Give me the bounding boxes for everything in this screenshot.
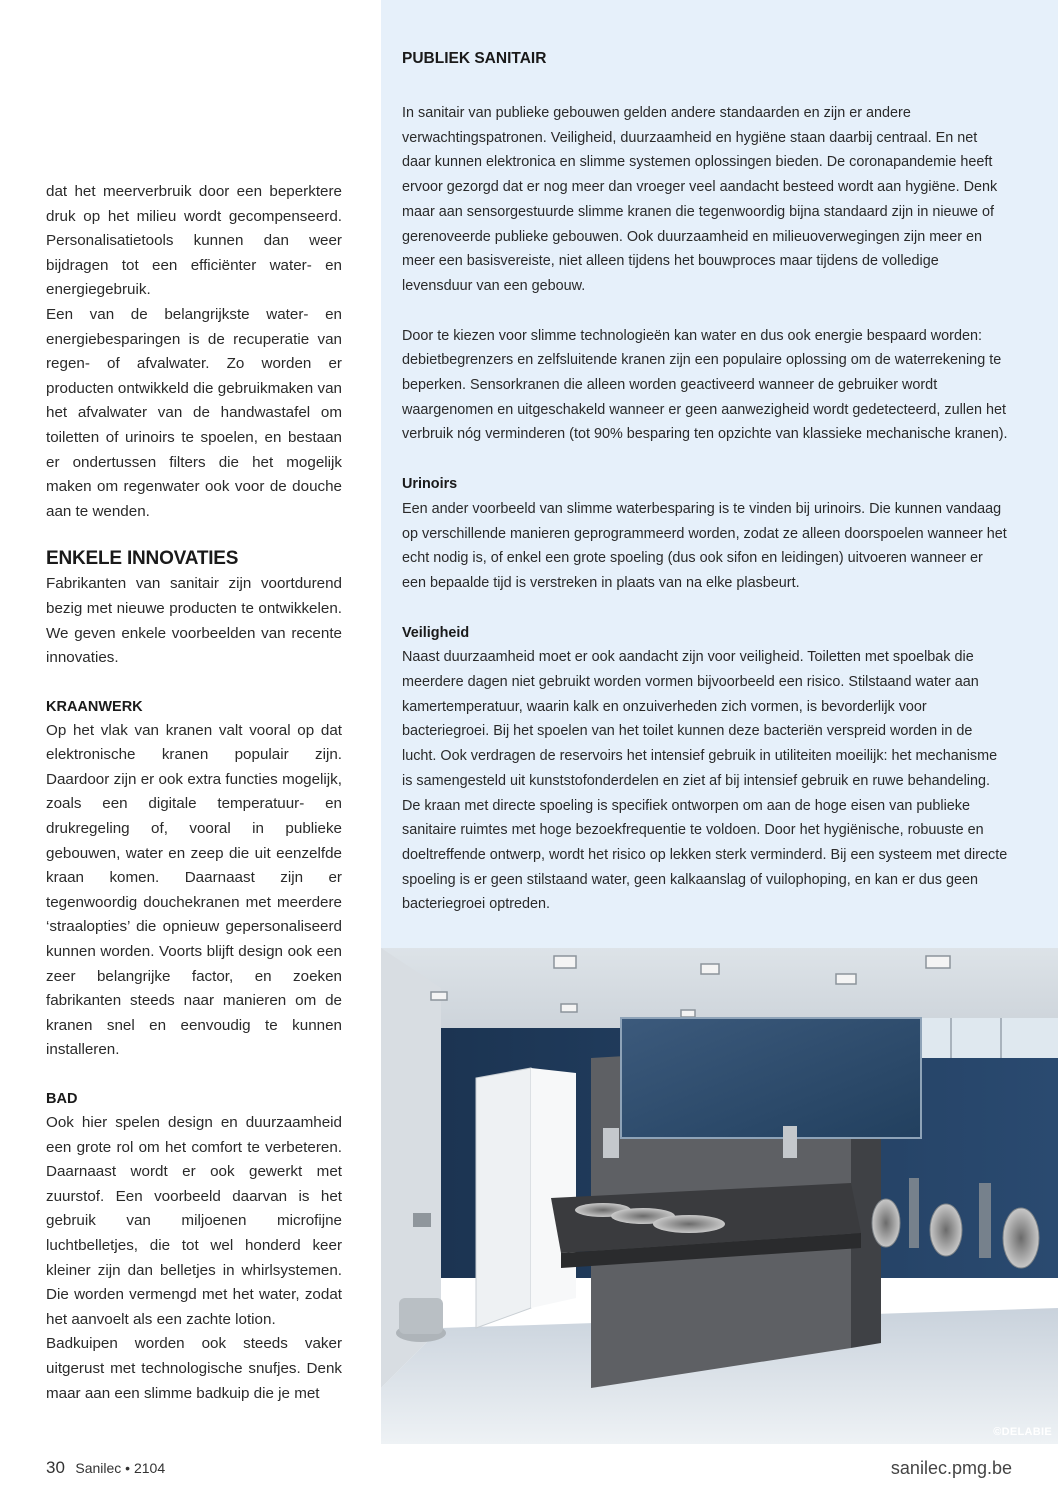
left-paragraph-1: dat het meerverbruik door een beperktere druk op het milieu wordt gecompenseerd. Personalisatietools kunnen dan weer bijdragen tot een efficiënter water- en energiegebruik. <box>46 183 342 299</box>
kraanwerk-paragraph: Op het vlak van kranen valt vooral op dat elektronische kranen populair zijn. Daardoor zijn er ook extra functies mogelijk, zoals een digitale temperatuur- en drukregeling of, vooral in publieke gebouwen, water en zeep die uit eenzelfde kraan komen. Daarnaast zijn er tegenwoordig douchekranen met meerdere ‘straalopties’ die opnieuw gepersonaliseerd kunnen worden. Voorts blijft design ook een zeer belangrijke factor, en zoeken fabrikanten steeds naar manieren om de kranen snel en eenvoudig te kunnen installeren. <box>46 721 342 1059</box>
left-column <box>46 180 342 1406</box>
heading-publiek-sanitair: PUBLIEK SANITAIR <box>402 50 547 67</box>
bad-paragraph-2: Badkuipen worden ook steeds vaker uitgerust met technologische snufjes. Denk maar aan een slimme badkuip die je met <box>46 1335 342 1402</box>
website-link[interactable]: sanilec.pmg.be <box>890 1458 1012 1478</box>
urinoirs-paragraph: Een ander voorbeeld van slimme waterbesparing is te vinden bij urinoirs. Die kunnen vandaag op verschillende manieren geprogrammeerd worden, zodat ze alleen doorspoelen wanneer het echt nodig is, of enkel een grote spoeling (dus ook sifon en leidingen) uitvoeren wanneer er een bepaalde tijd is verstreken in plaats van na elke plasbeurt. <box>402 500 1007 591</box>
washroom-photo <box>381 948 1058 1444</box>
veiligheid-paragraph: Naast duurzaamheid moet er ook aandacht zijn voor veiligheid. Toiletten met spoelbak die meerdere dagen niet gebruikt worden vormen bijvoorbeeld een risico. Stilstaand water aan kamertemperatuur, waarin kalk en onzuiverheden zich vormen, is bevorderlijk voor bacteriegroei. Bij het spoelen van het toilet kunnen deze bacteriën verspreid worden in de lucht. Ook verdragen de reservoirs het intensief gebruik in utiliteiten moeilijk: het mechanisme is samengesteld uit kunststofonderdelen en ziet af bij intensief gebruik en ruwe behandeling. De kraan met directe spoeling is specifiek ontworpen om aan de hoge eisen van publieke sanitaire ruimtes met hoge bezoekfrequentie te voldoen. Door het hygiënische, robuuste en doeltreffende ontwerp, wordt het risico op lekken sterk verminderd. Bij een systeem met directe spoeling is er geen stilstaand water, geen kalkaanslag of vuilophoping, en kan er dus geen bacteriegroei optreden. <box>402 649 1008 913</box>
heading-enkele-innovaties: ENKELE INNOVATIES <box>46 548 239 570</box>
footer-left <box>46 1458 165 1478</box>
publiek-paragraph-2: Door te kiezen voor slimme technologieën kan water en dus ook energie bespaard worden: debietbegrenzers en zelfsluitende kranen zijn een populaire oplossing om de waterrekening te beperken. Sensorkranen die alleen worden geactiveerd wanneer de gebruiker wordt waargenomen en uitgeschakeld wanneer er geen aanwezigheid wordt gedetecteerd, zullen het verbruik nóg verminderen (tot 90% besparing ten opzichte van klassieke mechanische kranen). <box>402 327 1008 443</box>
left-paragraph-2: Een van de belangrijkste water- en energiebesparingen is de recuperatie van regen- of afvalwater. Zo worden er producten ontwikkeld die gebruikmaken van het afvalwater van de handwastafel om toiletten of urinoirs te spoelen, en bestaan er ondertussen filters die het mogelijk maken om regenwater ook voor de douche aan te wenden. <box>46 305 342 520</box>
heading-urinoirs: Urinoirs <box>402 476 458 493</box>
photo-credit: ©DELABIE <box>993 1426 1052 1438</box>
heading-veiligheid: Veiligheid <box>402 624 470 641</box>
bad-paragraph-1: Ook hier spelen design en duurzaamheid een grote rol om het comfort te verbeteren. Daarnaast wordt er ook gewerkt met zuurstof. Een voorbeeld daarvan is het gebruik van miljoenen microfijne luchtbelletjes, die tot wel honderd keer kleiner zijn dan belletjes in whirlsystemen. Die worden vermengd met het water, zodat het aanvoelt als een zachte lotion. <box>46 1114 342 1328</box>
page-number: 30 <box>46 1458 65 1477</box>
publiek-paragraph-1: In sanitair van publieke gebouwen gelden andere standaarden en zijn er andere verwachtingspatronen. Veiligheid, duurzaamheid en hygiëne staan daarbij centraal. En net daar kunnen elektronica en slimme systemen oplossingen bieden. De coronapandemie heeft ervoor gezorgd dat er nog meer dan vroeger veel aandacht besteed wordt aan hygiëne. Denk maar aan sensorgestuurde slimme kranen die tegenwoordig bijna standaard zijn in nieuwe of gerenoveerde publieke gebouwen. Ook duurzaamheid en milieuoverwegingen zijn meer en meer een basisvereiste, niet alleen tijdens het bouwproces maar tijdens de volledige levensduur van een gebouw. <box>402 105 998 294</box>
washroom-illustration <box>381 948 1058 1444</box>
publication-label: Sanilec • 2104 <box>75 1460 166 1476</box>
right-column <box>402 46 1008 917</box>
heading-kraanwerk: KRAANWERK <box>46 698 143 715</box>
heading-bad: BAD <box>46 1091 78 1107</box>
innovaties-paragraph: Fabrikanten van sanitair zijn voortdurend bezig met nieuwe producten te ontwikkelen. We geven enkele voorbeelden van recente innovaties. <box>46 575 342 667</box>
